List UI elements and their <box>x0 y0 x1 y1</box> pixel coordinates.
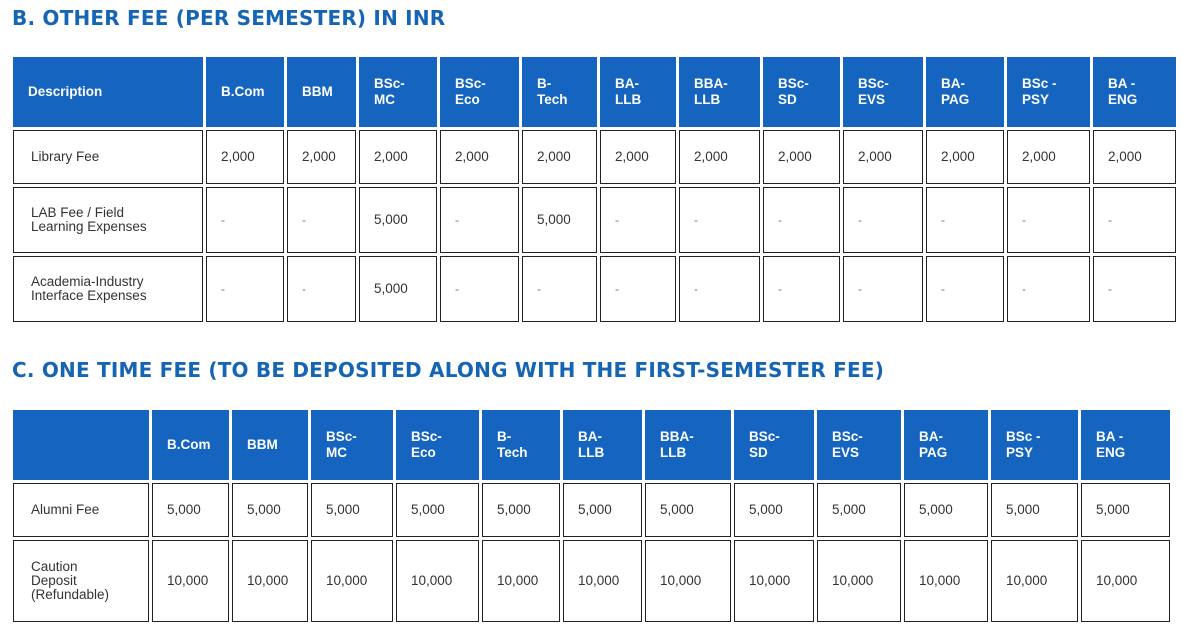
fee-cell: 2,000 <box>1007 130 1090 184</box>
table-row <box>13 187 1176 253</box>
fee-cell: 5,000 <box>152 483 229 537</box>
fee-cell: 2,000 <box>679 130 760 184</box>
row-label: Alumni Fee <box>13 483 149 537</box>
fee-cell: 5,000 <box>482 483 560 537</box>
column-header-description <box>13 410 149 480</box>
fee-cell: 10,000 <box>734 540 814 622</box>
fee-cell: 10,000 <box>311 540 393 622</box>
fee-cell: - <box>440 187 519 253</box>
fee-cell: - <box>926 187 1004 253</box>
fee-cell: 5,000 <box>522 187 597 253</box>
fee-cell: 2,000 <box>206 130 284 184</box>
section-b-title: B. OTHER FEE (PER SEMESTER) IN INR <box>12 6 446 30</box>
fee-cell: - <box>287 256 356 322</box>
fee-cell: 10,000 <box>563 540 642 622</box>
column-header-program: BBM <box>232 410 308 480</box>
fee-cell: - <box>1007 187 1090 253</box>
row-label: LAB Fee / Field Learning Expenses <box>13 187 203 253</box>
fee-cell: 5,000 <box>817 483 901 537</box>
column-header-program: B- Tech <box>482 410 560 480</box>
column-header-program: BA - ENG <box>1081 410 1170 480</box>
column-header-program: BBA- LLB <box>645 410 731 480</box>
table-row <box>13 256 1176 322</box>
fee-cell: 2,000 <box>359 130 437 184</box>
fee-cell: 10,000 <box>396 540 479 622</box>
one-time-fee-table <box>10 407 1173 625</box>
table-header-row <box>13 57 1176 127</box>
fee-cell: 5,000 <box>311 483 393 537</box>
column-header-program: BA - ENG <box>1093 57 1176 127</box>
fee-cell: 10,000 <box>152 540 229 622</box>
column-header-program: BSc- Eco <box>440 57 519 127</box>
column-header-program: B.Com <box>152 410 229 480</box>
fee-cell: - <box>763 187 840 253</box>
fee-cell: 10,000 <box>232 540 308 622</box>
fee-cell: 2,000 <box>440 130 519 184</box>
fee-cell: - <box>206 187 284 253</box>
fee-cell: 10,000 <box>482 540 560 622</box>
column-header-program: BBA- LLB <box>679 57 760 127</box>
fee-cell: 10,000 <box>1081 540 1170 622</box>
fee-cell: 10,000 <box>904 540 988 622</box>
fee-cell: - <box>843 187 923 253</box>
fee-cell: 2,000 <box>522 130 597 184</box>
fee-cell: - <box>763 256 840 322</box>
fee-cell: 5,000 <box>1081 483 1170 537</box>
row-label: Library Fee <box>13 130 203 184</box>
other-fee-table <box>10 54 1179 325</box>
table-row <box>13 130 1176 184</box>
fee-cell: - <box>440 256 519 322</box>
fee-cell: - <box>679 256 760 322</box>
fee-cell: 10,000 <box>817 540 901 622</box>
fee-cell: 5,000 <box>563 483 642 537</box>
column-header-program: BSc - PSY <box>1007 57 1090 127</box>
fee-cell: - <box>926 256 1004 322</box>
column-header-program: BSc- EVS <box>843 57 923 127</box>
column-header-program: BA- LLB <box>563 410 642 480</box>
row-label: Caution Deposit (Refundable) <box>13 540 149 622</box>
column-header-program: BSc- SD <box>734 410 814 480</box>
fee-cell: - <box>600 187 676 253</box>
fee-cell: - <box>1093 256 1176 322</box>
fee-cell: 5,000 <box>734 483 814 537</box>
fee-cell: - <box>1093 187 1176 253</box>
fee-cell: 2,000 <box>843 130 923 184</box>
column-header-program: BSc- EVS <box>817 410 901 480</box>
fee-cell: 10,000 <box>991 540 1078 622</box>
column-header-description: Description <box>13 57 203 127</box>
fee-cell: 5,000 <box>359 256 437 322</box>
column-header-program: BSc- SD <box>763 57 840 127</box>
column-header-program: BA- PAG <box>926 57 1004 127</box>
fee-cell: 5,000 <box>991 483 1078 537</box>
column-header-program: BA- PAG <box>904 410 988 480</box>
fee-cell: - <box>522 256 597 322</box>
table-row <box>13 483 1170 537</box>
column-header-program: BSc- MC <box>311 410 393 480</box>
table-header-row <box>13 410 1170 480</box>
column-header-program: BSc- MC <box>359 57 437 127</box>
column-header-program: BSc - PSY <box>991 410 1078 480</box>
fee-cell: - <box>600 256 676 322</box>
column-header-program: B.Com <box>206 57 284 127</box>
fee-cell: 2,000 <box>763 130 840 184</box>
fee-cell: 2,000 <box>600 130 676 184</box>
fee-cell: - <box>1007 256 1090 322</box>
fee-cell: 2,000 <box>1093 130 1176 184</box>
fee-cell: - <box>206 256 284 322</box>
fee-cell: 10,000 <box>645 540 731 622</box>
column-header-program: BA- LLB <box>600 57 676 127</box>
fee-cell: 5,000 <box>904 483 988 537</box>
column-header-program: BBM <box>287 57 356 127</box>
fee-cell: - <box>679 187 760 253</box>
fee-cell: - <box>843 256 923 322</box>
section-c-title: C. ONE TIME FEE (TO BE DEPOSITED ALONG WITH THE FIRST-SEMESTER FEE) <box>12 358 885 382</box>
fee-cell: - <box>287 187 356 253</box>
fee-cell: 2,000 <box>926 130 1004 184</box>
column-header-program: BSc- Eco <box>396 410 479 480</box>
table-row <box>13 540 1170 622</box>
fee-cell: 5,000 <box>359 187 437 253</box>
fee-cell: 5,000 <box>396 483 479 537</box>
column-header-program: B- Tech <box>522 57 597 127</box>
fee-cell: 5,000 <box>645 483 731 537</box>
fee-cell: 2,000 <box>287 130 356 184</box>
row-label: Academia-Industry Interface Expenses <box>13 256 203 322</box>
fee-cell: 5,000 <box>232 483 308 537</box>
